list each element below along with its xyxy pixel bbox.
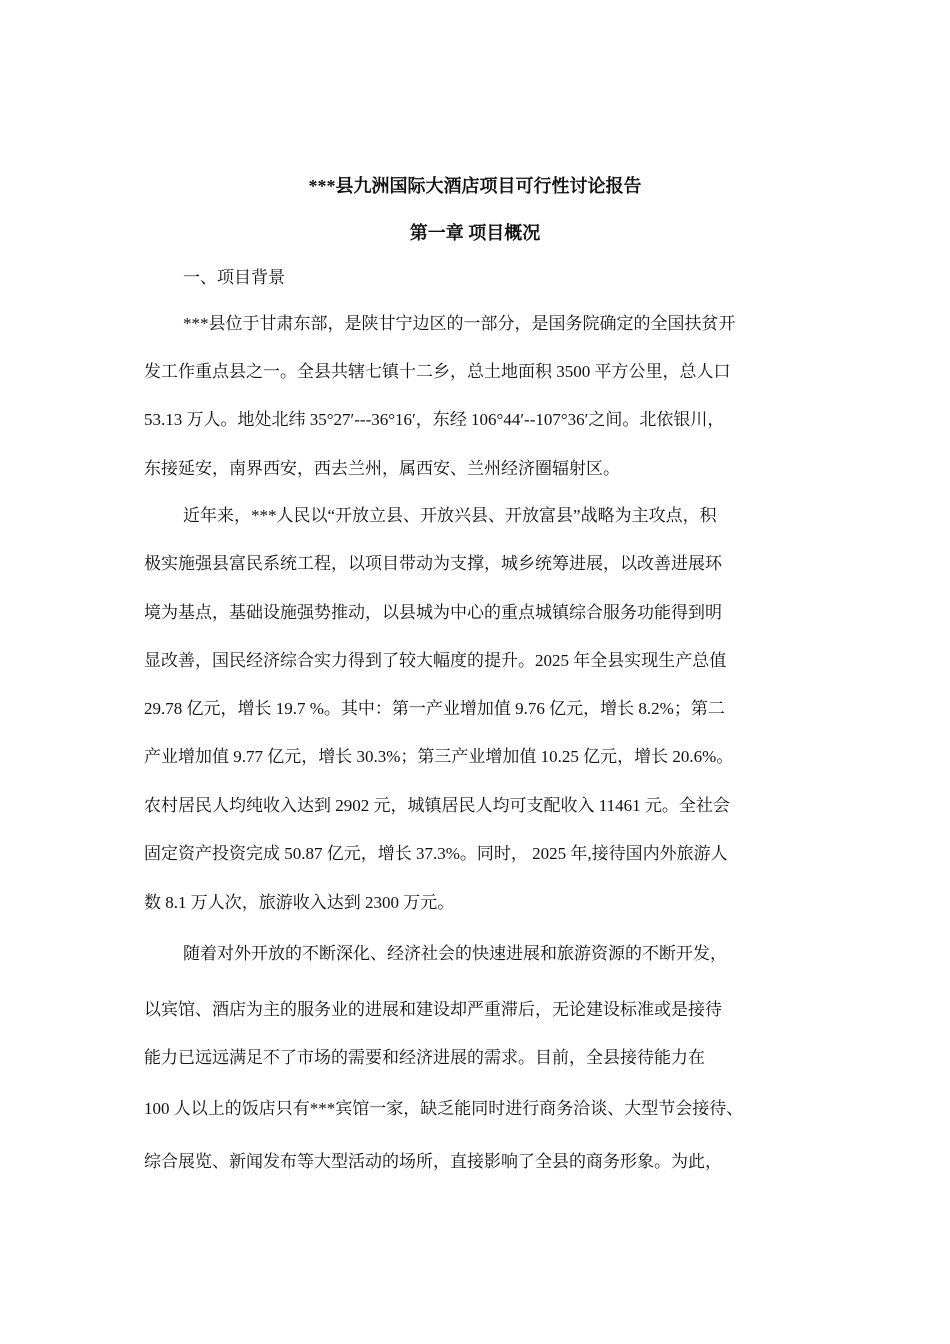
section-heading: 一、项目背景: [183, 268, 285, 287]
paragraph-line: 100 人以上的饭店只有***宾馆一家，缺乏能同时进行商务洽谈、大型节会接待、: [144, 1099, 744, 1118]
paragraph-line: 产业增加值 9.77 亿元，增长 30.3%；第三产业增加值 10.25 亿元，增长 20.6%。: [144, 747, 734, 766]
paragraph-line: 随着对外开放的不断深化、经济社会的快速进展和旅游资源的不断开发，: [183, 944, 727, 963]
paragraph-line: 显改善，国民经济综合实力得到了较大幅度的提升。2025 年全县实现生产总值: [144, 651, 727, 670]
paragraph-line: 能力已远远满足不了市场的需要和经济进展的需求。目前，全县接待能力在: [144, 1048, 705, 1067]
paragraph-line: 固定资产投资完成 50.87 亿元，增长 37.3%。同时， 2025 年,接待国内外旅游人: [144, 844, 728, 863]
paragraph-line: 发工作重点县之一。全县共辖七镇十二乡，总土地面积 3500 平方公里，总人口: [144, 362, 731, 381]
paragraph-line: 综合展览、新闻发布等大型活动的场所，直接影响了全县的商务形象。为此，: [144, 1152, 722, 1171]
paragraph-line: 极实施强县富民系统工程，以项目带动为支撑，城乡统筹进展，以改善进展环: [144, 554, 722, 573]
paragraph-line: 农村居民人均纯收入达到 2902 元，城镇居民人均可支配收入 11461 元。全社会: [144, 796, 730, 815]
paragraph-line: 境为基点，基础设施强势推动，以县城为中心的重点城镇综合服务功能得到明: [144, 603, 722, 622]
paragraph-line: 53.13 万人。地处北纬 35°27′---36°16′，东经 106°44′--107°36′之间。北依银川，: [144, 410, 725, 429]
paragraph-line: ***县位于甘肃东部，是陕甘宁边区的一部分，是国务院确定的全国扶贫开: [183, 314, 736, 333]
document-title: ***县九洲国际大酒店项目可行性讨论报告: [308, 176, 642, 196]
paragraph-line: 数 8.1 万人次，旅游收入达到 2300 万元。: [144, 893, 455, 912]
chapter-title: 第一章 项目概况: [409, 223, 541, 243]
paragraph-line: 东接延安，南界西安，西去兰州，属西安、兰州经济圈辐射区。: [144, 459, 620, 478]
paragraph-line: 近年来，***人民以“开放立县、开放兴县、开放富县”战略为主攻点，积: [183, 506, 717, 525]
paragraph-line: 以宾馆、酒店为主的服务业的进展和建设却严重滞后，无论建设标准或是接待: [144, 1000, 722, 1019]
paragraph-line: 29.78 亿元，增长 19.7 %。其中：第一产业增加值 9.76 亿元，增长 8.2%；第二: [144, 699, 725, 718]
